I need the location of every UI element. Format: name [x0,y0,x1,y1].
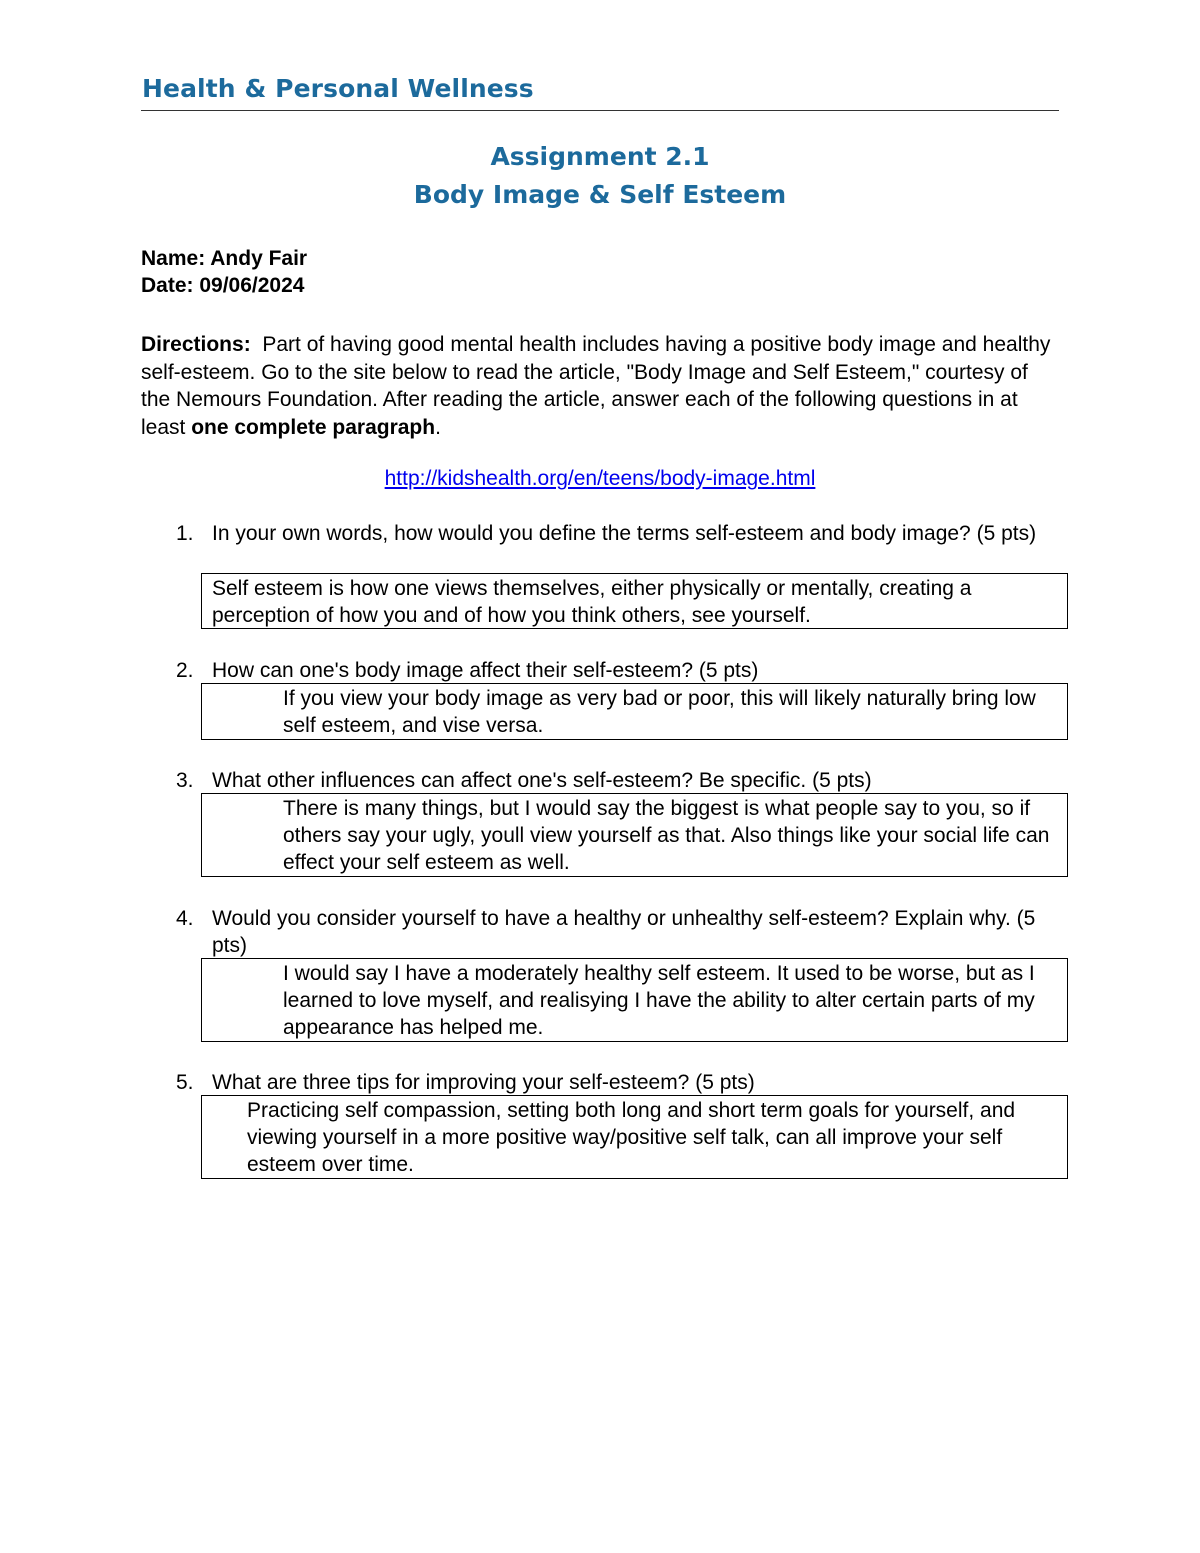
answer-text: If you view your body image as very bad or poor, this will likely naturally bring low self esteem, and vise versa. [283,687,1036,737]
question-text: How can one's body image affect their self-esteem? (5 pts) [212,659,759,682]
student-name: Name: Andy Fair [141,247,308,270]
answer-text: Practicing self compassion, setting both long and short term goals for yourself, and viewing yourself in a more positive way/positive self talk, can all improve your self esteem over time. [247,1099,1016,1176]
answer-box-5[interactable] [201,1095,1068,1179]
question-number: 3. [176,769,194,792]
question-number: 5. [176,1071,194,1094]
directions-label: Directions: [141,333,251,356]
question-number: 2. [176,659,194,682]
assignment-number: Assignment 2.1 [490,142,710,171]
question-text: What other influences can affect one's self-esteem? Be specific. (5 pts) [212,769,872,792]
question-3 [176,767,1066,794]
directions-end: . [435,415,441,439]
directions-paragraph [141,331,1061,441]
question-text: In your own words, how would you define the terms self-esteem and body image? (5 pts) [212,522,1037,545]
question-2 [176,657,1066,684]
question-text: What are three tips for improving your self-esteem? (5 pts) [212,1071,755,1094]
course-title: Health & Personal Wellness [142,74,534,103]
answer-text: I would say I have a moderately healthy self esteem. It used to be worse, but as I learned to love myself, and realisying I have the ability to alter certain parts of my appearance has helped me. [283,962,1035,1039]
question-1 [176,520,1066,547]
submission-date: Date: 09/06/2024 [141,274,305,297]
article-link[interactable]: http://kidshealth.org/en/teens/body-image.html [384,467,816,490]
directions-emphasis: one complete paragraph [191,415,436,439]
question-4 [176,905,1066,959]
header-divider [141,110,1059,111]
answer-box-4[interactable] [201,958,1068,1042]
answer-box-3[interactable] [201,793,1068,877]
answer-box-1[interactable] [201,573,1068,629]
question-number: 4. [176,907,194,930]
answer-box-2[interactable] [201,683,1068,740]
question-number: 1. [176,522,194,545]
answer-text: There is many things, but I would say the biggest is what people say to you, so if others say your ugly, youll view yourself as that. Also things like your social life can effect your self esteem as well. [283,797,1050,874]
question-text: Would you consider yourself to have a healthy or unhealthy self-esteem? Explain why. (5 pts) [212,907,1036,957]
answer-text: Self esteem is how one views themselves, either physically or mentally, creating a perception of how you and of how you think others, see yourself. [212,577,972,627]
question-5 [176,1069,1066,1096]
assignment-title: Body Image & Self Esteem [413,180,787,209]
directions-text: Part of having good mental health includes having a positive body image and healthy self-esteem. Go to the site below to read the article, "Body Image and Self Esteem," courtesy of the Nemours Foundation. After reading the article, answer each of the following questions in at least [141,333,1051,439]
